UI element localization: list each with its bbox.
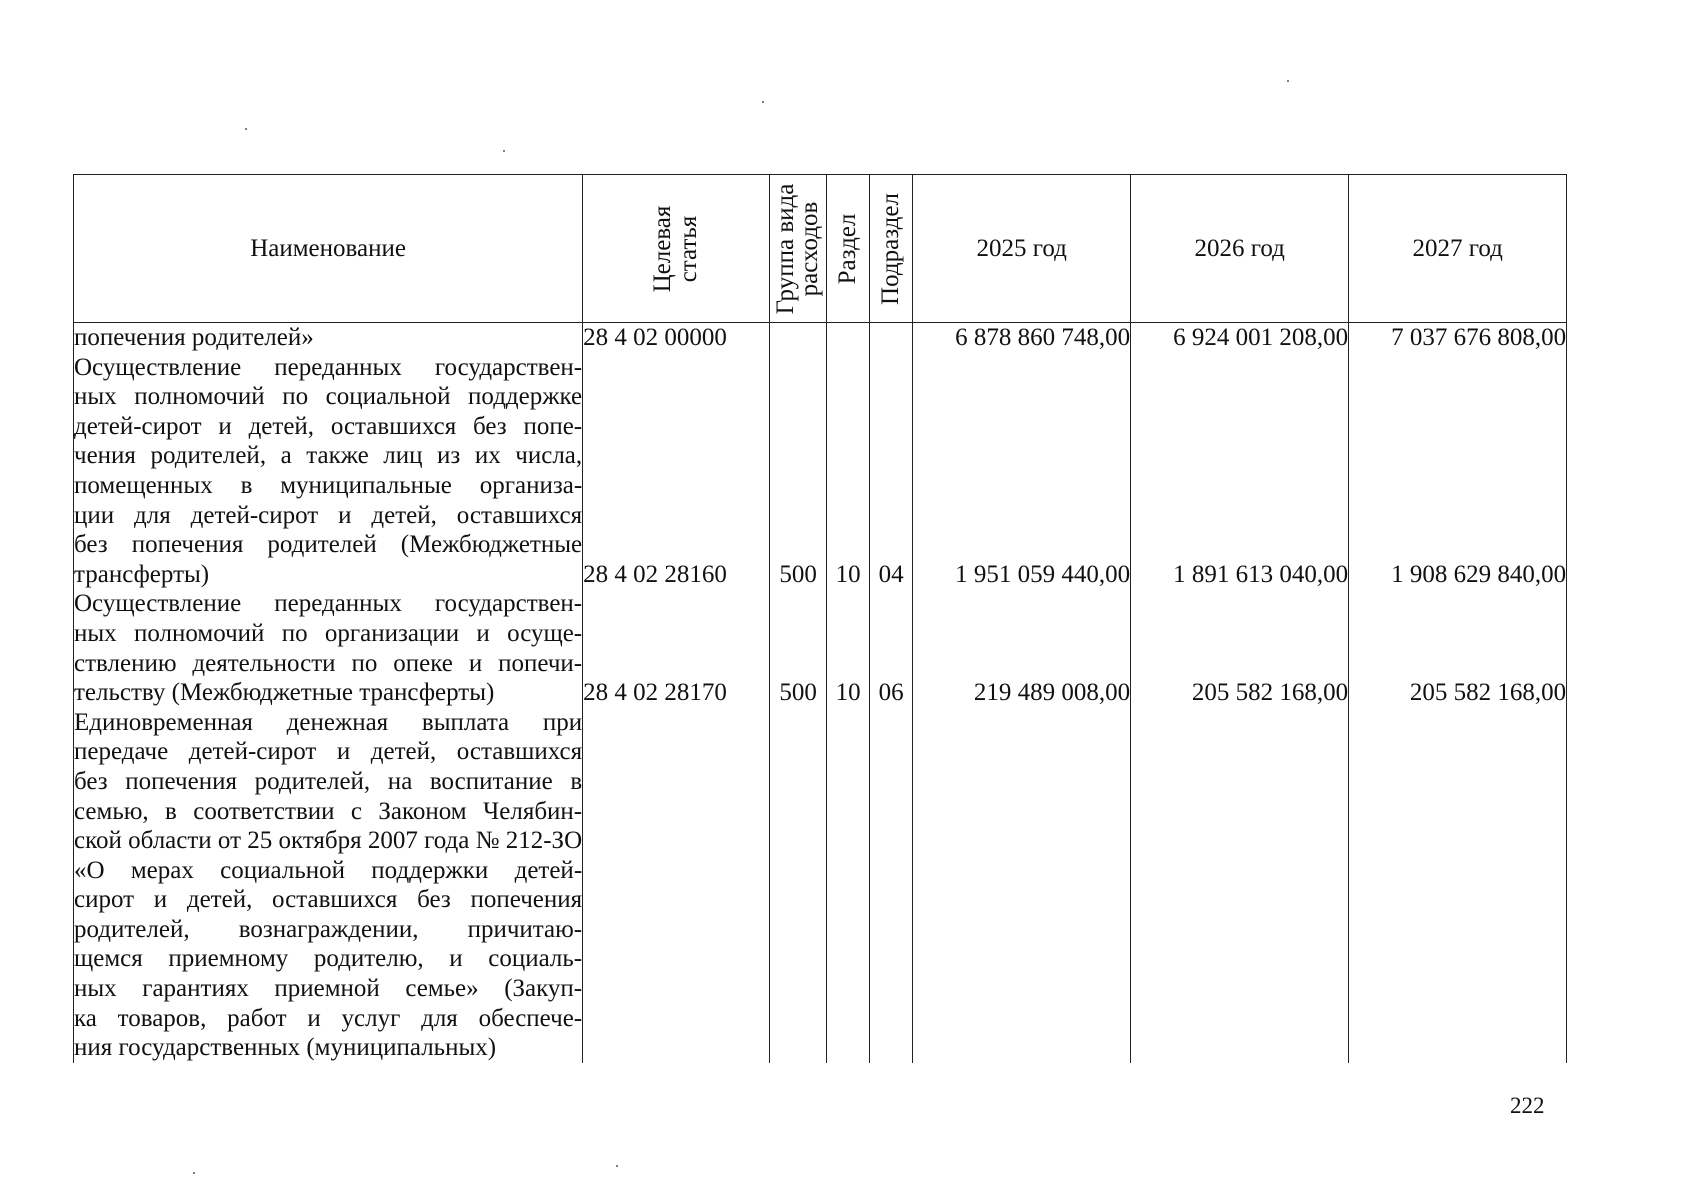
row-spacer — [770, 589, 826, 678]
section-value: 10 — [835, 560, 861, 588]
y2027-values — [1349, 323, 1566, 708]
row-spacer — [583, 353, 769, 560]
name-line: ции для детей-сирот и детей, оставшихся — [74, 501, 583, 529]
section-value: 10 — [835, 679, 861, 707]
header-code-line2: статья — [675, 215, 703, 282]
scan-speck — [245, 128, 247, 130]
name-line: детей-сирот и детей, оставшихся без попе- — [74, 412, 583, 440]
name-line: ка товаров, работ и услуг для обеспече- — [74, 1004, 583, 1032]
header-section — [827, 175, 870, 323]
y2025-cell — [913, 323, 1131, 1063]
subsection-value: 06 — [878, 679, 904, 707]
row-spacer — [913, 353, 1130, 560]
table-header-row — [74, 175, 1567, 323]
y2026-cell — [1131, 323, 1349, 1063]
header-section-label: Раздел — [834, 213, 862, 284]
name-line: чения родителей, а также лиц из их числа, — [74, 442, 583, 470]
budget-table — [73, 174, 1567, 1063]
section-values — [827, 323, 869, 708]
name-line: без попечения родителей, на воспитание в — [74, 767, 583, 795]
name-line: трансферты) — [74, 560, 210, 588]
subsection-cell — [870, 323, 913, 1063]
header-y2025-text: 2025 год — [976, 234, 1067, 262]
name-line: щемся приемному родителю, и социаль- — [74, 945, 583, 973]
header-year-2027 — [1349, 175, 1567, 323]
header-name-text: Наименование — [250, 234, 406, 262]
subsection-values — [870, 323, 912, 708]
name-line: родителей, вознаграждении, причитаю- — [74, 915, 583, 943]
y2026-value: 1 891 613 040,00 — [1173, 560, 1349, 588]
name-line: «О мерах социальной поддержки детей- — [74, 856, 583, 884]
name-lines — [74, 323, 582, 1063]
header-target-article — [583, 175, 770, 323]
row-spacer — [827, 589, 869, 678]
header-group-line1: Группа вида — [772, 183, 800, 314]
name-line: семью, в соответствии с Законом Челябин- — [74, 797, 583, 825]
code-value: 28 4 02 28160 — [583, 560, 727, 588]
row-spacer — [583, 589, 769, 678]
row-spacer — [1349, 353, 1566, 560]
row-spacer — [870, 323, 912, 560]
header-expense-group-text — [774, 183, 822, 314]
row-spacer — [870, 589, 912, 678]
name-line: ных гарантиях приемной семье» (Закуп- — [74, 975, 583, 1003]
y2027-value: 1 908 629 840,00 — [1391, 560, 1567, 588]
y2026-values — [1131, 323, 1348, 708]
header-target-article-text — [650, 205, 702, 292]
y2027-value: 7 037 676 808,00 — [1391, 324, 1567, 351]
code-value: 28 4 02 00000 — [583, 324, 727, 351]
row-spacer — [1131, 353, 1348, 560]
y2027-value: 205 582 168,00 — [1409, 679, 1567, 707]
header-expense-group — [770, 175, 827, 323]
name-line: ния государственных (муниципальных) — [74, 1034, 497, 1062]
name-line: Осуществление переданных государствен- — [74, 353, 583, 381]
y2025-values — [913, 323, 1130, 708]
name-line: без попечения родителей (Межбюджетные — [74, 531, 583, 559]
header-y2027-text: 2027 год — [1412, 234, 1503, 262]
scan-speck — [762, 101, 764, 103]
scan-speck — [503, 150, 505, 152]
header-name — [74, 175, 583, 323]
row-spacer — [1131, 589, 1348, 678]
group-value: 500 — [779, 679, 817, 707]
section-cell — [827, 323, 870, 1063]
y2026-value: 6 924 001 208,00 — [1173, 324, 1349, 351]
row-spacer — [913, 589, 1130, 678]
name-line: ных полномочий по социальной поддержке — [74, 383, 583, 411]
name-line: передаче детей-сирот и детей, оставшихся — [74, 738, 583, 766]
header-year-2026 — [1131, 175, 1349, 323]
name-line: ской области от 25 октября 2007 года № 212-ЗО — [74, 827, 583, 855]
y2025-value: 1 951 059 440,00 — [955, 560, 1131, 588]
header-subsection-text — [878, 193, 904, 305]
group-values — [770, 323, 826, 708]
name-line: помещенных в муниципальные организа- — [74, 471, 583, 499]
table-body-row — [74, 323, 1567, 1063]
subsection-value: 04 — [878, 560, 904, 588]
name-line: тельству (Межбюджетные трансферты) — [74, 679, 495, 707]
name-line: ных полномочий по организации и осуще- — [74, 619, 583, 647]
header-section-text — [835, 213, 861, 284]
name-line: попечения родителей» — [74, 324, 314, 351]
header-y2026-text: 2026 год — [1194, 234, 1285, 262]
name-line: Единовременная денежная выплата при — [74, 708, 583, 736]
group-value: 500 — [779, 560, 817, 588]
group-cell — [770, 323, 827, 1063]
scan-speck — [193, 1172, 195, 1174]
page-number: 222 — [1510, 1093, 1545, 1118]
header-year-2025 — [913, 175, 1131, 323]
name-line: Осуществление переданных государствен- — [74, 590, 583, 618]
y2026-value: 205 582 168,00 — [1191, 679, 1349, 707]
header-code-line1: Целевая — [649, 205, 677, 292]
y2027-cell — [1349, 323, 1567, 1063]
code-value: 28 4 02 28170 — [583, 679, 727, 707]
y2025-value: 6 878 860 748,00 — [955, 324, 1131, 351]
name-line: ствлению деятельности по опеке и попечи- — [74, 649, 583, 677]
scan-speck — [1287, 80, 1289, 82]
y2025-value: 219 489 008,00 — [973, 679, 1131, 707]
name-line: сирот и детей, оставшихся без попечения — [74, 886, 583, 914]
scan-speck — [616, 1165, 618, 1167]
row-spacer — [827, 323, 869, 560]
header-group-line2: расходов — [796, 201, 824, 296]
name-cell — [74, 323, 583, 1063]
code-values — [583, 323, 769, 708]
header-subsection — [870, 175, 913, 323]
code-cell — [583, 323, 770, 1063]
row-spacer — [1349, 589, 1566, 678]
header-subsection-label: Подраздел — [877, 192, 905, 305]
row-spacer — [770, 323, 826, 560]
